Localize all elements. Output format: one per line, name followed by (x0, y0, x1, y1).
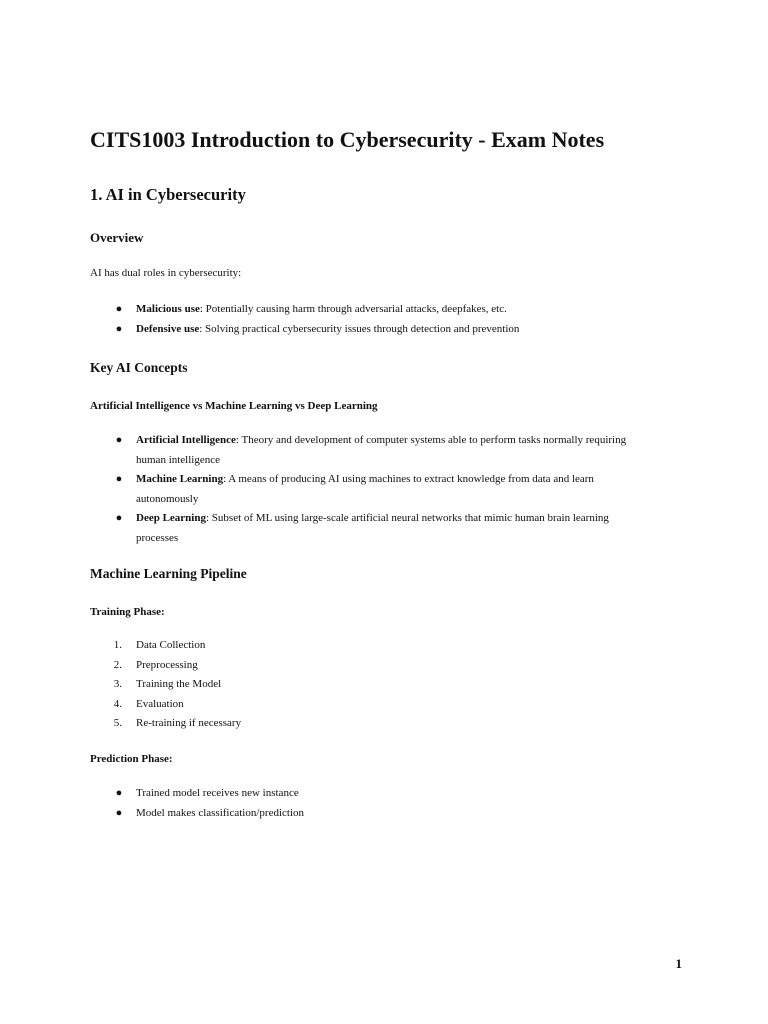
role-term: Malicious use (136, 303, 200, 315)
step-number: 3. (113, 678, 122, 690)
list-item (0, 804, 680, 824)
list-item (0, 656, 680, 676)
document-title: CITS1003 Introduction to Cybersecurity - Exam Notes (90, 127, 605, 152)
overview-heading: Overview (90, 230, 144, 245)
list-item (0, 714, 680, 734)
list-item (0, 784, 680, 804)
step-text: Preprocessing (136, 658, 198, 671)
step-text: Training the Model (136, 678, 222, 690)
prediction-steps-list (0, 784, 680, 823)
concept-desc-cont: processes (136, 531, 179, 544)
training-steps-list (0, 636, 680, 734)
bullet-icon: ● (115, 806, 123, 819)
bullet-icon: ● (115, 303, 123, 315)
step-number: 4. (113, 697, 122, 710)
role-desc: : Potentially causing harm through adversarial attacks, deepfakes, etc. (199, 303, 507, 315)
step-text: Data Collection (136, 639, 206, 651)
role-term: Defensive use (136, 322, 200, 335)
key-concepts-heading: Key AI Concepts (90, 360, 188, 375)
list-item (0, 470, 680, 509)
bullet-icon: ● (115, 787, 123, 799)
prediction-phase-heading: Prediction Phase: (90, 753, 173, 765)
concept-desc: : Theory and development of computer systems able to perform tasks normally requiring (235, 434, 627, 446)
bullet-icon: ● (115, 512, 123, 524)
concepts-list (0, 431, 680, 548)
concept-term: Artificial Intelligence (136, 434, 236, 446)
bullet-icon: ● (115, 434, 123, 446)
concept-desc-cont: autonomously (136, 492, 199, 505)
overview-text: AI has dual roles in cybersecurity: (90, 267, 242, 279)
prediction-step: Model makes classification/prediction (136, 806, 305, 819)
list-item (0, 636, 680, 656)
list-item (0, 300, 680, 320)
prediction-step: Trained model receives new instance (136, 787, 299, 799)
list-item (0, 509, 680, 548)
pipeline-heading: Machine Learning Pipeline (90, 566, 247, 581)
step-text: Re-training if necessary (136, 717, 242, 729)
section-heading-ai-in-cybersecurity: 1. AI in Cybersecurity (90, 185, 246, 204)
step-text: Evaluation (136, 697, 184, 710)
training-phase-heading: Training Phase: (90, 606, 165, 618)
step-number: 2. (113, 658, 122, 671)
concept-desc: : A means of producing AI using machines to extract knowledge from data and learn (223, 473, 594, 485)
concept-term: Deep Learning (136, 512, 206, 524)
step-number: 1. (113, 639, 122, 651)
list-item (0, 320, 680, 340)
concept-desc: : Subset of ML using large-scale artificial neural networks that mimic human brain learning (205, 512, 609, 524)
list-item (0, 695, 680, 715)
step-number: 5. (113, 717, 122, 729)
roles-list (0, 300, 680, 339)
page-number: 1 (675, 956, 682, 971)
concept-term: Machine Learning (136, 473, 224, 485)
concept-desc-cont: human intelligence (136, 453, 220, 466)
bullet-icon: ● (115, 473, 123, 485)
ai-ml-dl-heading: Artificial Intelligence vs Machine Learning vs Deep Learning (90, 400, 378, 412)
bullet-icon: ● (115, 322, 123, 335)
list-item (0, 675, 680, 695)
list-item (0, 431, 680, 470)
role-desc: : Solving practical cybersecurity issues through detection and prevention (199, 322, 520, 335)
